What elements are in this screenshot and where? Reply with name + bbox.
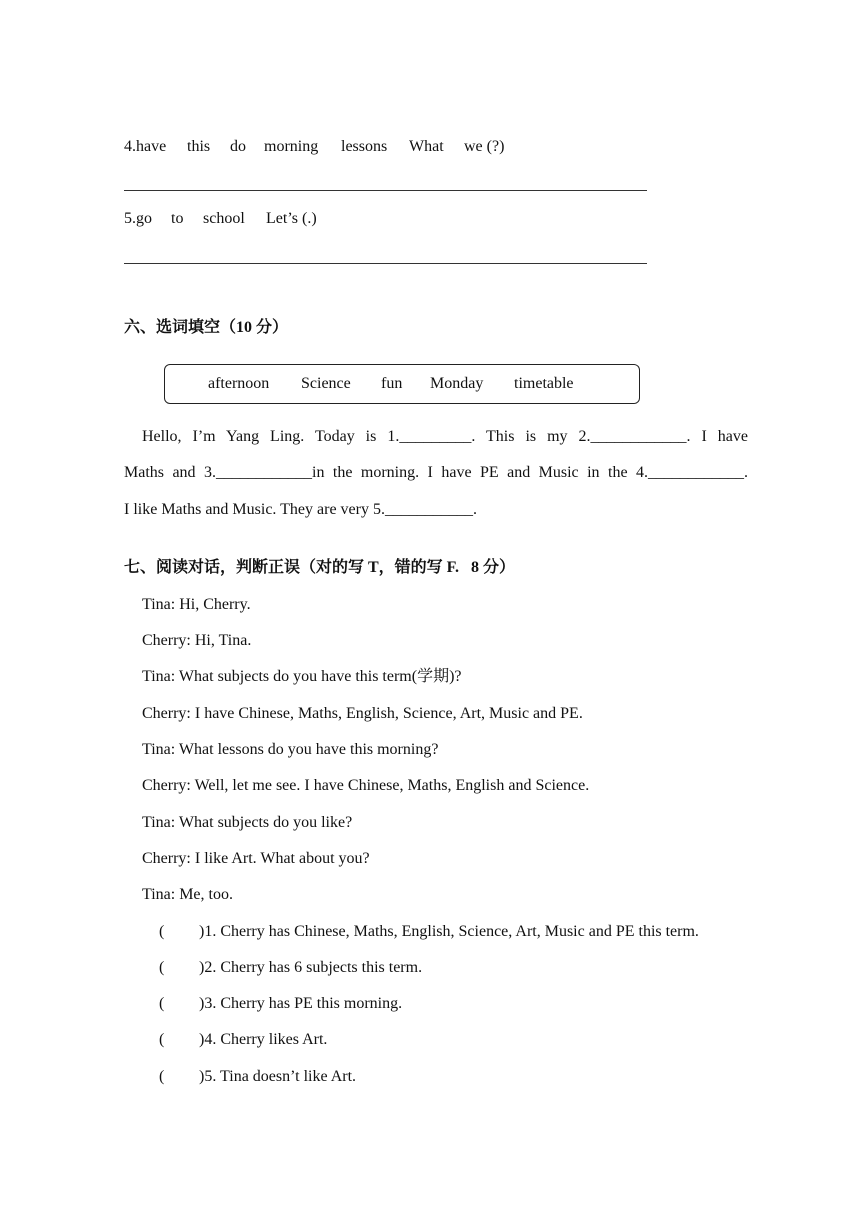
word-bank-item: afternoon [208,375,270,392]
dialogue-line: Tina: What lessons do you have this morning? [142,741,439,758]
word: What [409,138,444,155]
word: 4.have [124,138,167,155]
cloze-paragraph-line-1: Hello, I’m Yang Ling. Today is 1._________. This is my 2.____________. I have [142,428,748,445]
cloze-paragraph-line-2: Maths and 3.____________in the morning. I have PE and Music in the 4.____________. [124,464,748,481]
dialogue-line: Cherry: I like Art. What about you? [142,850,370,867]
dialogue-line: Cherry: I have Chinese, Maths, English, Science, Art, Music and PE. [142,705,583,722]
tf-statement: )2. Cherry has 6 subjects this term. [199,959,423,976]
word: we (?) [464,138,505,155]
answer-line[interactable] [124,190,647,191]
word: school [203,210,245,227]
dialogue-line: Tina: What subjects do you have this term(学期)? [142,668,462,685]
word: lessons [341,138,388,155]
answer-bracket[interactable]: ( [159,923,165,940]
dialogue-line: Tina: Me, too. [142,886,233,903]
answer-bracket[interactable]: ( [159,1068,165,1085]
cloze-paragraph-line-3: I like Maths and Music. They are very 5.___________. [124,501,477,518]
dialogue-line: Cherry: Hi, Tina. [142,632,252,649]
answer-bracket[interactable]: ( [159,1031,165,1048]
word: morning [264,138,319,155]
word-bank-item: Monday [430,375,484,392]
dialogue-line: Tina: What subjects do you like? [142,814,353,831]
answer-bracket[interactable]: ( [159,995,165,1012]
answer-line[interactable] [124,263,647,264]
word-bank-item: fun [381,375,403,392]
section-7-heading: 七、阅读对话，判断正误（对的写 T，错的写 F. 8 分） [124,559,515,576]
word: to [171,210,184,227]
word: this [187,138,211,155]
dialogue-line: Tina: Hi, Cherry. [142,596,251,613]
dialogue-line: Cherry: Well, let me see. I have Chinese, Maths, English and Science. [142,777,590,794]
word: do [230,138,246,155]
answer-bracket[interactable]: ( [159,959,165,976]
section-6-heading: 六、选词填空（10 分） [124,319,289,336]
word-bank-item: timetable [514,375,574,392]
word-bank-item: Science [301,375,351,392]
tf-statement: )4. Cherry likes Art. [199,1031,328,1048]
word: Let’s (.) [266,210,317,227]
word: 5.go [124,210,152,227]
word-bank-box [164,364,640,404]
tf-statement: )3. Cherry has PE this morning. [199,995,403,1012]
tf-statement: )5. Tina doesn’t like Art. [199,1068,357,1085]
tf-statement: )1. Cherry has Chinese, Maths, English, Science, Art, Music and PE this term. [199,923,699,940]
